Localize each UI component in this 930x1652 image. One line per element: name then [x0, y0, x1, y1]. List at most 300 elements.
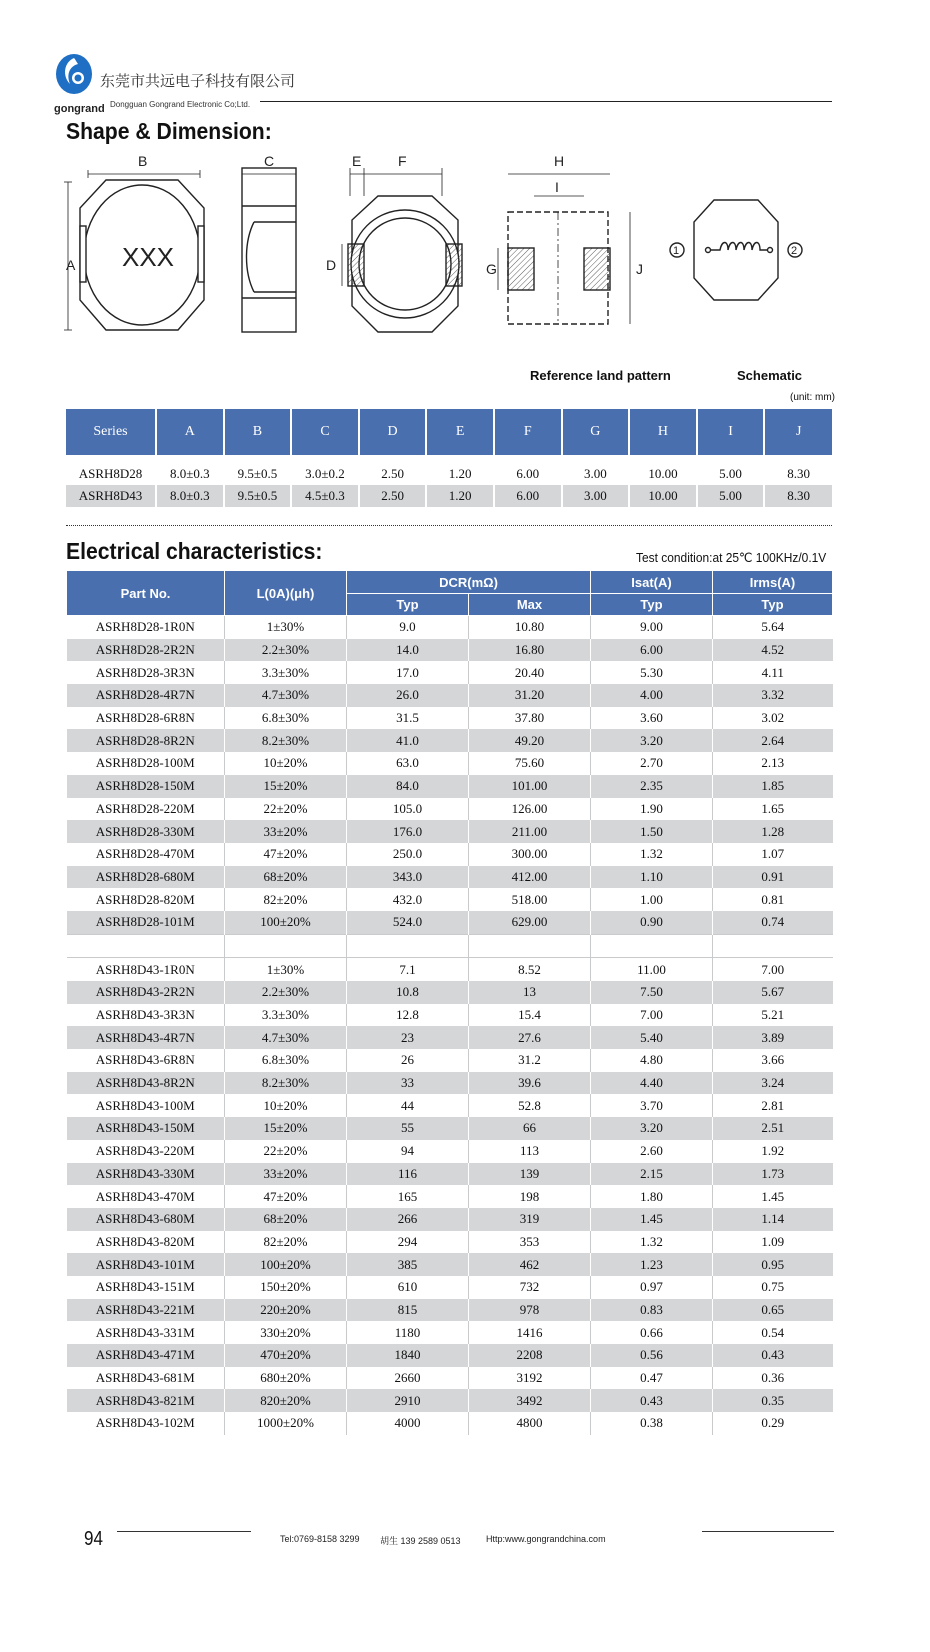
company-name-en: Dongguan Gongrand Electronic Co;Ltd. — [110, 100, 251, 109]
table-cell: 680±20% — [225, 1367, 347, 1390]
table-row — [67, 752, 833, 775]
table-cell: 2.50 — [359, 485, 427, 507]
table-row — [67, 775, 833, 798]
table-cell: 8.0±0.3 — [156, 485, 224, 507]
dimension-table — [66, 409, 832, 507]
table-cell: 55 — [347, 1117, 469, 1140]
label-b: B — [138, 153, 148, 169]
label-j: J — [636, 261, 643, 277]
table-cell: 0.35 — [713, 1389, 833, 1412]
dim-header-cell: J — [764, 409, 832, 455]
table-row — [67, 1049, 833, 1072]
empty-cell — [67, 934, 225, 958]
table-cell: 116 — [347, 1163, 469, 1186]
label-h: H — [554, 153, 565, 169]
electrical-table — [66, 570, 833, 1435]
table-cell: 9.5±0.5 — [224, 463, 292, 485]
table-cell: 978 — [469, 1299, 591, 1322]
table-cell: 432.0 — [347, 888, 469, 911]
table-cell: 0.81 — [713, 888, 833, 911]
table-cell: 198 — [469, 1185, 591, 1208]
table-cell: 0.97 — [591, 1276, 713, 1299]
col-part-no: Part No. — [67, 571, 225, 616]
table-cell: 1.23 — [591, 1253, 713, 1276]
table-row — [67, 1231, 833, 1254]
table-cell: 31.5 — [347, 707, 469, 730]
table-cell: 1.92 — [713, 1140, 833, 1163]
table-row — [67, 1140, 833, 1163]
electrical-characteristics-title: Electrical characteristics: — [66, 538, 323, 564]
table-cell: 105.0 — [347, 798, 469, 821]
table-cell: 2.51 — [713, 1117, 833, 1140]
table-cell: 250.0 — [347, 843, 469, 866]
table-cell: 8.0±0.3 — [156, 463, 224, 485]
table-row — [67, 1321, 833, 1344]
table-cell: 9.0 — [347, 616, 469, 639]
table-cell: 0.91 — [713, 866, 833, 889]
table-cell: 353 — [469, 1231, 591, 1254]
table-cell: 1.50 — [591, 820, 713, 843]
dimension-drawing — [60, 152, 840, 374]
pin-2-label: 2 — [791, 245, 798, 257]
table-cell: ASRH8D43-151M — [67, 1276, 225, 1299]
table-row — [67, 684, 833, 707]
table-cell: 0.90 — [591, 911, 713, 934]
table-cell: 10±20% — [225, 1094, 347, 1117]
table-row — [67, 798, 833, 821]
table-cell: 49.20 — [469, 729, 591, 752]
col-irms-typ: Typ — [713, 594, 833, 616]
table-row — [67, 1208, 833, 1231]
dim-header-cell: F — [494, 409, 562, 455]
table-cell: 2.2±30% — [225, 981, 347, 1004]
table-cell: 1180 — [347, 1321, 469, 1344]
table-cell: 100±20% — [225, 1253, 347, 1276]
table-cell: 15±20% — [225, 1117, 347, 1140]
table-cell: ASRH8D43-330M — [67, 1163, 225, 1186]
footer-rule-right — [702, 1531, 834, 1532]
dim-header-cell: B — [224, 409, 292, 455]
table-cell: 63.0 — [347, 752, 469, 775]
marking-text: XXX — [122, 242, 175, 272]
table-cell: 629.00 — [469, 911, 591, 934]
table-cell: 1.90 — [591, 798, 713, 821]
table-cell: 8.30 — [764, 463, 832, 485]
table-cell: 9.5±0.5 — [224, 485, 292, 507]
table-cell: 126.00 — [469, 798, 591, 821]
table-cell: 20.40 — [469, 661, 591, 684]
col-inductance: L(0A)(μh) — [225, 571, 347, 616]
table-row — [67, 1072, 833, 1095]
table-cell: 5.00 — [697, 463, 765, 485]
table-cell: 3.3±30% — [225, 1004, 347, 1027]
table-cell: ASRH8D28-330M — [67, 820, 225, 843]
table-cell: ASRH8D43-100M — [67, 1094, 225, 1117]
table-row — [67, 1117, 833, 1140]
table-cell: 100±20% — [225, 911, 347, 934]
table-cell: 3.24 — [713, 1072, 833, 1095]
table-cell: 820±20% — [225, 1389, 347, 1412]
footer-website: Http:www.gongrandchina.com — [486, 1534, 606, 1544]
empty-cell — [225, 934, 347, 958]
table-cell: 75.60 — [469, 752, 591, 775]
table-cell: 3.70 — [591, 1094, 713, 1117]
table-cell: 10.00 — [629, 463, 697, 485]
col-isat: Isat(A) — [591, 571, 713, 594]
table-cell: 4.11 — [713, 661, 833, 684]
table-cell: 0.36 — [713, 1367, 833, 1390]
table-cell: 3192 — [469, 1367, 591, 1390]
table-cell: 4.80 — [591, 1049, 713, 1072]
table-cell: ASRH8D43-470M — [67, 1185, 225, 1208]
table-cell: 39.6 — [469, 1072, 591, 1095]
table-cell: 1.65 — [713, 798, 833, 821]
table-cell: 47±20% — [225, 843, 347, 866]
table-row — [66, 463, 832, 485]
table-cell: 6.00 — [591, 639, 713, 662]
table-cell: ASRH8D43-680M — [67, 1208, 225, 1231]
table-cell: 0.95 — [713, 1253, 833, 1276]
section-divider — [66, 525, 832, 526]
unit-label: (unit: mm) — [790, 392, 835, 403]
table-cell: 211.00 — [469, 820, 591, 843]
table-row — [67, 707, 833, 730]
table-cell: 1.80 — [591, 1185, 713, 1208]
pin-1-label: 1 — [673, 245, 680, 257]
table-cell: 47±20% — [225, 1185, 347, 1208]
table-cell: 14.0 — [347, 639, 469, 662]
table-cell: 12.8 — [347, 1004, 469, 1027]
table-cell: ASRH8D28-3R3N — [67, 661, 225, 684]
table-cell: 470±20% — [225, 1344, 347, 1367]
empty-cell — [469, 934, 591, 958]
table-cell: 294 — [347, 1231, 469, 1254]
table-cell: ASRH8D28-470M — [67, 843, 225, 866]
reference-land-pattern-label: Reference land pattern — [530, 368, 671, 383]
table-cell: ASRH8D28-820M — [67, 888, 225, 911]
table-cell: 1±30% — [225, 616, 347, 639]
label-c: C — [264, 153, 275, 169]
table-cell: 7.00 — [591, 1004, 713, 1027]
table-cell: 4000 — [347, 1412, 469, 1435]
table-cell: 1.10 — [591, 866, 713, 889]
table-cell: 176.0 — [347, 820, 469, 843]
table-row — [67, 843, 833, 866]
col-dcr: DCR(mΩ) — [347, 571, 591, 594]
table-cell: 462 — [469, 1253, 591, 1276]
table-cell: 6.00 — [494, 463, 562, 485]
table-cell: 4800 — [469, 1412, 591, 1435]
table-row — [67, 1185, 833, 1208]
table-cell: 17.0 — [347, 661, 469, 684]
table-cell: 5.67 — [713, 981, 833, 1004]
table-cell: 10.00 — [629, 485, 697, 507]
table-cell: 343.0 — [347, 866, 469, 889]
table-cell: 113 — [469, 1140, 591, 1163]
table-cell: 8.2±30% — [225, 1072, 347, 1095]
table-cell: ASRH8D43-220M — [67, 1140, 225, 1163]
table-cell: 8.52 — [469, 958, 591, 981]
table-cell: 1.32 — [591, 843, 713, 866]
table-cell: 0.43 — [591, 1389, 713, 1412]
table-row — [67, 1094, 833, 1117]
table-cell: 0.74 — [713, 911, 833, 934]
table-cell: 6.8±30% — [225, 707, 347, 730]
dim-header-cell: G — [562, 409, 630, 455]
table-cell: ASRH8D43-681M — [67, 1367, 225, 1390]
table-row — [67, 888, 833, 911]
table-cell: 22±20% — [225, 798, 347, 821]
table-cell: 66 — [469, 1117, 591, 1140]
table-cell: 0.66 — [591, 1321, 713, 1344]
table-cell: ASRH8D28-100M — [67, 752, 225, 775]
table-cell: 0.38 — [591, 1412, 713, 1435]
footer-mobile: 胡生 139 2589 0513 — [380, 1536, 461, 1546]
table-cell: 27.6 — [469, 1026, 591, 1049]
table-cell: 4.40 — [591, 1072, 713, 1095]
table-cell: 31.2 — [469, 1049, 591, 1072]
table-row — [67, 616, 833, 639]
table-cell: 300.00 — [469, 843, 591, 866]
table-cell: 7.50 — [591, 981, 713, 1004]
table-cell: 2910 — [347, 1389, 469, 1412]
table-cell: 3.00 — [562, 463, 630, 485]
table-cell: 13 — [469, 981, 591, 1004]
table-cell: 1.85 — [713, 775, 833, 798]
table-cell: 52.8 — [469, 1094, 591, 1117]
table-row — [66, 485, 832, 507]
table-cell: 2.50 — [359, 463, 427, 485]
table-cell: ASRH8D43-820M — [67, 1231, 225, 1254]
table-cell: 6.00 — [494, 485, 562, 507]
table-row — [67, 958, 833, 981]
table-cell: 22±20% — [225, 1140, 347, 1163]
table-cell: 0.83 — [591, 1299, 713, 1322]
header-rule — [260, 101, 832, 102]
table-cell: 1.00 — [591, 888, 713, 911]
empty-cell — [591, 934, 713, 958]
table-row — [67, 866, 833, 889]
dimension-table-header — [66, 409, 832, 455]
table-cell: 1±30% — [225, 958, 347, 981]
label-a: A — [66, 257, 76, 273]
table-cell: 0.56 — [591, 1344, 713, 1367]
table-cell: 26 — [347, 1049, 469, 1072]
table-cell: 4.00 — [591, 684, 713, 707]
table-cell: 2.13 — [713, 752, 833, 775]
table-cell: ASRH8D43-331M — [67, 1321, 225, 1344]
table-cell: ASRH8D43-102M — [67, 1412, 225, 1435]
table-cell: ASRH8D43-221M — [67, 1299, 225, 1322]
table-cell: 16.80 — [469, 639, 591, 662]
table-cell: ASRH8D43-2R2N — [67, 981, 225, 1004]
table-cell: ASRH8D28-1R0N — [67, 616, 225, 639]
table-cell: 815 — [347, 1299, 469, 1322]
table-row — [67, 981, 833, 1004]
table-cell: ASRH8D28-2R2N — [67, 639, 225, 662]
table-cell: 11.00 — [591, 958, 713, 981]
table-row — [67, 820, 833, 843]
col-isat-typ: Typ — [591, 594, 713, 616]
table-cell: 5.00 — [697, 485, 765, 507]
table-cell: 385 — [347, 1253, 469, 1276]
table-cell: 1.07 — [713, 843, 833, 866]
table-cell: 7.00 — [713, 958, 833, 981]
table-cell: 37.80 — [469, 707, 591, 730]
table-cell: 7.1 — [347, 958, 469, 981]
table-cell: 6.8±30% — [225, 1049, 347, 1072]
col-dcr-max: Max — [469, 594, 591, 616]
table-cell: 5.21 — [713, 1004, 833, 1027]
table-cell: 10±20% — [225, 752, 347, 775]
table-cell: 5.30 — [591, 661, 713, 684]
table-cell: 0.54 — [713, 1321, 833, 1344]
table-cell: 0.65 — [713, 1299, 833, 1322]
table-cell: 150±20% — [225, 1276, 347, 1299]
table-cell: 4.7±30% — [225, 684, 347, 707]
table-cell: 33 — [347, 1072, 469, 1095]
table-spacer — [66, 455, 832, 463]
table-cell: 3.3±30% — [225, 661, 347, 684]
table-row — [67, 729, 833, 752]
table-cell: 33±20% — [225, 820, 347, 843]
label-f: F — [398, 153, 407, 169]
table-cell: 0.47 — [591, 1367, 713, 1390]
table-cell: 0.75 — [713, 1276, 833, 1299]
table-cell: 2.15 — [591, 1163, 713, 1186]
table-cell: 2.35 — [591, 775, 713, 798]
company-logo-icon — [52, 52, 96, 104]
col-dcr-typ: Typ — [347, 594, 469, 616]
table-cell: 3492 — [469, 1389, 591, 1412]
table-cell: 15.4 — [469, 1004, 591, 1027]
table-group-gap — [67, 934, 833, 958]
table-cell: 3.89 — [713, 1026, 833, 1049]
table-cell: 4.5±0.3 — [291, 485, 359, 507]
table-cell: 0.29 — [713, 1412, 833, 1435]
table-cell: 0.43 — [713, 1344, 833, 1367]
table-row — [67, 1344, 833, 1367]
table-cell: 23 — [347, 1026, 469, 1049]
table-cell: 3.00 — [562, 485, 630, 507]
dim-header-cell: E — [426, 409, 494, 455]
table-cell: ASRH8D43-150M — [67, 1117, 225, 1140]
table-cell: ASRH8D43 — [66, 485, 156, 507]
table-cell: 82±20% — [225, 888, 347, 911]
table-row — [67, 1276, 833, 1299]
empty-cell — [347, 934, 469, 958]
table-row — [67, 1253, 833, 1276]
table-cell: ASRH8D43-8R2N — [67, 1072, 225, 1095]
dim-header-cell: H — [629, 409, 697, 455]
table-cell: 266 — [347, 1208, 469, 1231]
table-cell: 610 — [347, 1276, 469, 1299]
table-cell: 2660 — [347, 1367, 469, 1390]
table-cell: 319 — [469, 1208, 591, 1231]
table-cell: 1.14 — [713, 1208, 833, 1231]
table-cell: 3.0±0.2 — [291, 463, 359, 485]
table-cell: 2.64 — [713, 729, 833, 752]
table-cell: ASRH8D28-101M — [67, 911, 225, 934]
table-cell: 5.40 — [591, 1026, 713, 1049]
table-cell: 4.7±30% — [225, 1026, 347, 1049]
table-cell: 2.2±30% — [225, 639, 347, 662]
dim-header-cell: I — [697, 409, 765, 455]
footer-rule-left — [117, 1531, 251, 1532]
table-cell: ASRH8D28-680M — [67, 866, 225, 889]
table-cell: 9.00 — [591, 616, 713, 639]
table-cell: ASRH8D28-150M — [67, 775, 225, 798]
dim-header-cell: A — [156, 409, 224, 455]
table-cell: 1.09 — [713, 1231, 833, 1254]
table-cell: 31.20 — [469, 684, 591, 707]
table-cell: 68±20% — [225, 1208, 347, 1231]
footer-telephone: Tel:0769-8158 3299 — [280, 1534, 360, 1544]
table-cell: 4.52 — [713, 639, 833, 662]
table-row — [67, 911, 833, 934]
table-cell: 1000±20% — [225, 1412, 347, 1435]
table-cell: 10.80 — [469, 616, 591, 639]
table-cell: ASRH8D28-6R8N — [67, 707, 225, 730]
label-d: D — [326, 257, 337, 273]
table-cell: 3.32 — [713, 684, 833, 707]
table-cell: 220±20% — [225, 1299, 347, 1322]
table-cell: ASRH8D28-8R2N — [67, 729, 225, 752]
table-cell: 412.00 — [469, 866, 591, 889]
table-cell: 1.73 — [713, 1163, 833, 1186]
table-row — [67, 1412, 833, 1435]
table-cell: 1.20 — [426, 463, 494, 485]
table-cell: ASRH8D43-6R8N — [67, 1049, 225, 1072]
spacer-cell — [66, 455, 832, 463]
table-cell: 165 — [347, 1185, 469, 1208]
dim-header-cell: D — [359, 409, 427, 455]
table-cell: 33±20% — [225, 1163, 347, 1186]
table-cell: 1.28 — [713, 820, 833, 843]
table-cell: ASRH8D43-3R3N — [67, 1004, 225, 1027]
table-cell: ASRH8D28-220M — [67, 798, 225, 821]
table-row — [67, 1389, 833, 1412]
table-cell: 139 — [469, 1163, 591, 1186]
test-condition: Test condition:at 25℃ 100KHz/0.1V — [636, 550, 827, 565]
table-cell: ASRH8D43-821M — [67, 1389, 225, 1412]
table-cell: 732 — [469, 1276, 591, 1299]
table-cell: 3.20 — [591, 729, 713, 752]
table-cell: 1.32 — [591, 1231, 713, 1254]
label-e: E — [352, 153, 362, 169]
label-i: I — [555, 179, 559, 195]
schematic-label: Schematic — [737, 368, 803, 383]
table-row — [67, 639, 833, 662]
table-cell: 94 — [347, 1140, 469, 1163]
table-cell: 84.0 — [347, 775, 469, 798]
table-cell: 330±20% — [225, 1321, 347, 1344]
table-cell: 518.00 — [469, 888, 591, 911]
table-cell: 1416 — [469, 1321, 591, 1344]
table-cell: 68±20% — [225, 866, 347, 889]
table-cell: 1840 — [347, 1344, 469, 1367]
table-cell: 82±20% — [225, 1231, 347, 1254]
table-cell: ASRH8D43-101M — [67, 1253, 225, 1276]
dim-header-cell: Series — [66, 409, 156, 455]
table-cell: 15±20% — [225, 775, 347, 798]
table-cell: ASRH8D43-4R7N — [67, 1026, 225, 1049]
table-cell: 3.66 — [713, 1049, 833, 1072]
table-row — [67, 1163, 833, 1186]
table-cell: 2.60 — [591, 1140, 713, 1163]
table-row — [67, 1026, 833, 1049]
empty-cell — [713, 934, 833, 958]
